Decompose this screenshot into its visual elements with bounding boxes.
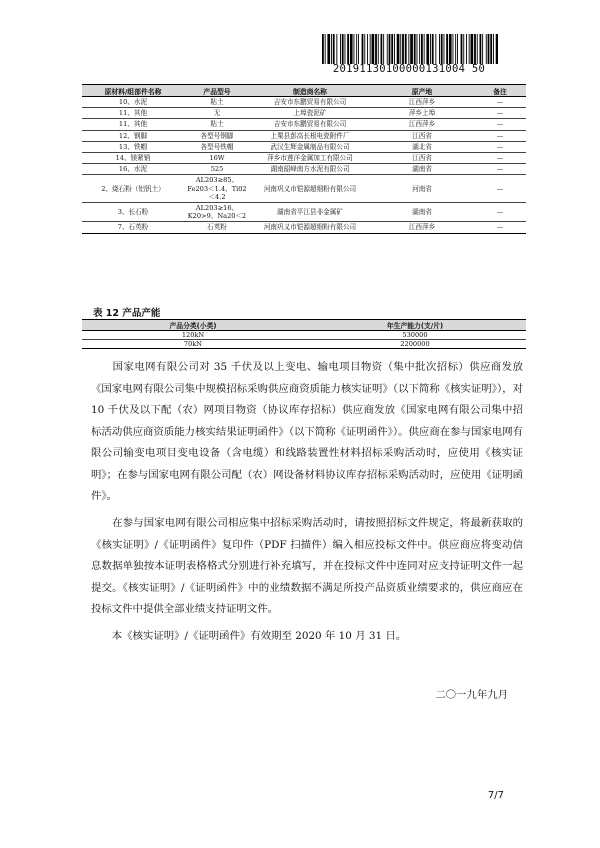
manufacturer-cell: 河南巩义市铠源超细粉有限公司 xyxy=(250,222,370,233)
capacity-cell: 2200000 xyxy=(304,340,526,349)
header-product-model: 产品型号 xyxy=(184,85,250,97)
origin-cell: 江西萍乡 xyxy=(370,119,474,130)
table-row xyxy=(82,340,526,349)
manufacturer-cell: 吉安市东鹏贸易有限公司 xyxy=(250,119,370,130)
material-name-cell: 7、石英粉 xyxy=(82,222,184,233)
remarks-cell: — xyxy=(474,153,526,164)
capacity-cell: 530000 xyxy=(304,331,526,340)
header-manufacturer: 制造商名称 xyxy=(250,85,370,97)
manufacturer-cell: 湖南韶峰南方水泥有限公司 xyxy=(250,164,370,175)
manufacturer-cell: 湖南省平江县非金属矿 xyxy=(250,203,370,222)
material-name-cell: 13、铁帽 xyxy=(82,141,184,152)
product-class-cell: 120kN xyxy=(82,331,304,340)
origin-cell: 湖南省 xyxy=(370,164,474,175)
paragraph-submission-rules: 在参与国家电网有限公司相应集中招标采购活动时，请按照招标文件规定，将最新获取的《核实证明》/《证明函件》复印件（PDF 扫描件）编入相应投标文件中。供应商应将变动信息数据单独按本证明表格格式分别进行补充填写，并在投标文件中连同对应支持证明文件一起提交。《核实证明》/《证明函件》中的业绩数据不满足所投产品资质业绩要求的，供应商应在投标文件中提供全部业绩支持证明文件。 xyxy=(91,517,523,615)
barcode-number: 20191130100000131004 50 xyxy=(332,63,486,75)
product-model-cell: 各型号钢脚 xyxy=(184,130,250,141)
manufacturer-cell: 吉安市东鹏贸易有限公司 xyxy=(250,97,370,108)
product-model-cell: 粘土 xyxy=(184,119,250,130)
remarks-cell: — xyxy=(474,141,526,152)
remarks-cell: — xyxy=(474,119,526,130)
remarks-cell: — xyxy=(474,222,526,233)
material-name-cell: 11、其他 xyxy=(82,108,184,119)
table-row xyxy=(82,175,526,203)
material-table xyxy=(82,84,526,234)
paragraph-validity: 本《核实证明》/《证明函件》有效期至 2020 年 10 月 31 日。 xyxy=(91,630,407,642)
origin-cell: 江西萍乡 xyxy=(370,222,474,233)
manufacturer-cell: 武汉生辉金属制品有限公司 xyxy=(250,141,370,152)
remarks-cell: — xyxy=(474,175,526,203)
material-table-header xyxy=(82,85,526,97)
manufacturer-cell: 萍乡市莲洋金属加工有限公司 xyxy=(250,153,370,164)
remarks-cell: — xyxy=(474,108,526,119)
issue-date: 二〇一九年九月 xyxy=(435,689,508,701)
material-name-cell: 11、其他 xyxy=(82,119,184,130)
header-product-class: 产品分类(小类) xyxy=(82,320,304,331)
product-model-cell: 各型号铁帽 xyxy=(184,141,250,152)
paragraph-certificate-usage: 国家电网有限公司对 35 千伏及以上变电、输电项目物资（集中批次招标）供应商发放《国家电网有限公司集中规模招标采购供应商资质能力核实证明》（以下简称《核实证明》），对 10 千伏及以下配（农）网项目物资（协议库存招标）供应商发放《国家电网有限公司集中招标活动供应商资质能力核实结果证明函件》（以下简称《证明函件》）。供应商在参与国家电网有限公司输变电项目变电设备（含电缆）和线路装置性材料招标采购活动时，应使用《核实证明》；在参与国家电网有限公司配（农）网设备材料协议库存招标采购活动时，应使用《证明函件》。 xyxy=(91,361,523,502)
origin-cell: 湖南省 xyxy=(370,203,474,222)
product-model-cell: 525 xyxy=(184,164,250,175)
table-row xyxy=(82,141,526,152)
product-model-cell: 粘土 xyxy=(184,97,250,108)
product-class-cell: 70kN xyxy=(82,340,304,349)
product-model-cell: 无 xyxy=(184,108,250,119)
material-name-cell: 16、水泥 xyxy=(82,164,184,175)
remarks-cell: — xyxy=(474,130,526,141)
table-row xyxy=(82,108,526,119)
remarks-cell: — xyxy=(474,164,526,175)
header-material-name: 原材料/组部件名称 xyxy=(82,85,184,97)
product-model-cell: 石英粉 xyxy=(184,222,250,233)
header-annual-capacity: 年生产能力(支/片) xyxy=(304,320,526,331)
manufacturer-cell: 河南巩义市铠源超细粉有限公司 xyxy=(250,175,370,203)
capacity-table-header xyxy=(82,320,526,331)
origin-cell: 江西省 xyxy=(370,153,474,164)
table-row xyxy=(82,331,526,340)
origin-cell: 河南省 xyxy=(370,175,474,203)
origin-cell: 湖北省 xyxy=(370,141,474,152)
remarks-cell: — xyxy=(474,203,526,222)
manufacturer-cell: 上埠瓷泥矿 xyxy=(250,108,370,119)
origin-cell: 江西萍乡 xyxy=(370,97,474,108)
page-number: 7/7 xyxy=(487,790,504,801)
material-name-cell: 2、烧石粉（铝钒土） xyxy=(82,175,184,203)
material-name-cell: 12、钢脚 xyxy=(82,130,184,141)
table-row xyxy=(82,153,526,164)
header-origin: 原产地 xyxy=(370,85,474,97)
product-model-cell: AL203≥85、Fe203＜1.4、Ti02＜4.2 xyxy=(184,175,250,203)
table-row xyxy=(82,164,526,175)
manufacturer-cell: 上栗县彭高长根电瓷附件厂 xyxy=(250,130,370,141)
product-model-cell: 16W xyxy=(184,153,250,164)
capacity-table xyxy=(82,319,526,349)
header-remarks: 备注 xyxy=(474,85,526,97)
origin-cell: 江西省 xyxy=(370,130,474,141)
product-model-cell: AL203≥16、K20>9、Na20＜2 xyxy=(184,203,250,222)
table-row xyxy=(82,130,526,141)
material-name-cell: 14、镁紧销 xyxy=(82,153,184,164)
origin-cell: 萍乡上埠 xyxy=(370,108,474,119)
table-row xyxy=(82,203,526,222)
material-name-cell: 3、长石粉 xyxy=(82,203,184,222)
material-name-cell: 10、水泥 xyxy=(82,97,184,108)
table-row xyxy=(82,97,526,108)
remarks-cell: — xyxy=(474,97,526,108)
table-row xyxy=(82,222,526,233)
material-table-body xyxy=(82,97,526,234)
capacity-table-title: 表 12 产品产能 xyxy=(93,308,161,319)
table-row xyxy=(82,119,526,130)
barcode xyxy=(322,34,498,64)
